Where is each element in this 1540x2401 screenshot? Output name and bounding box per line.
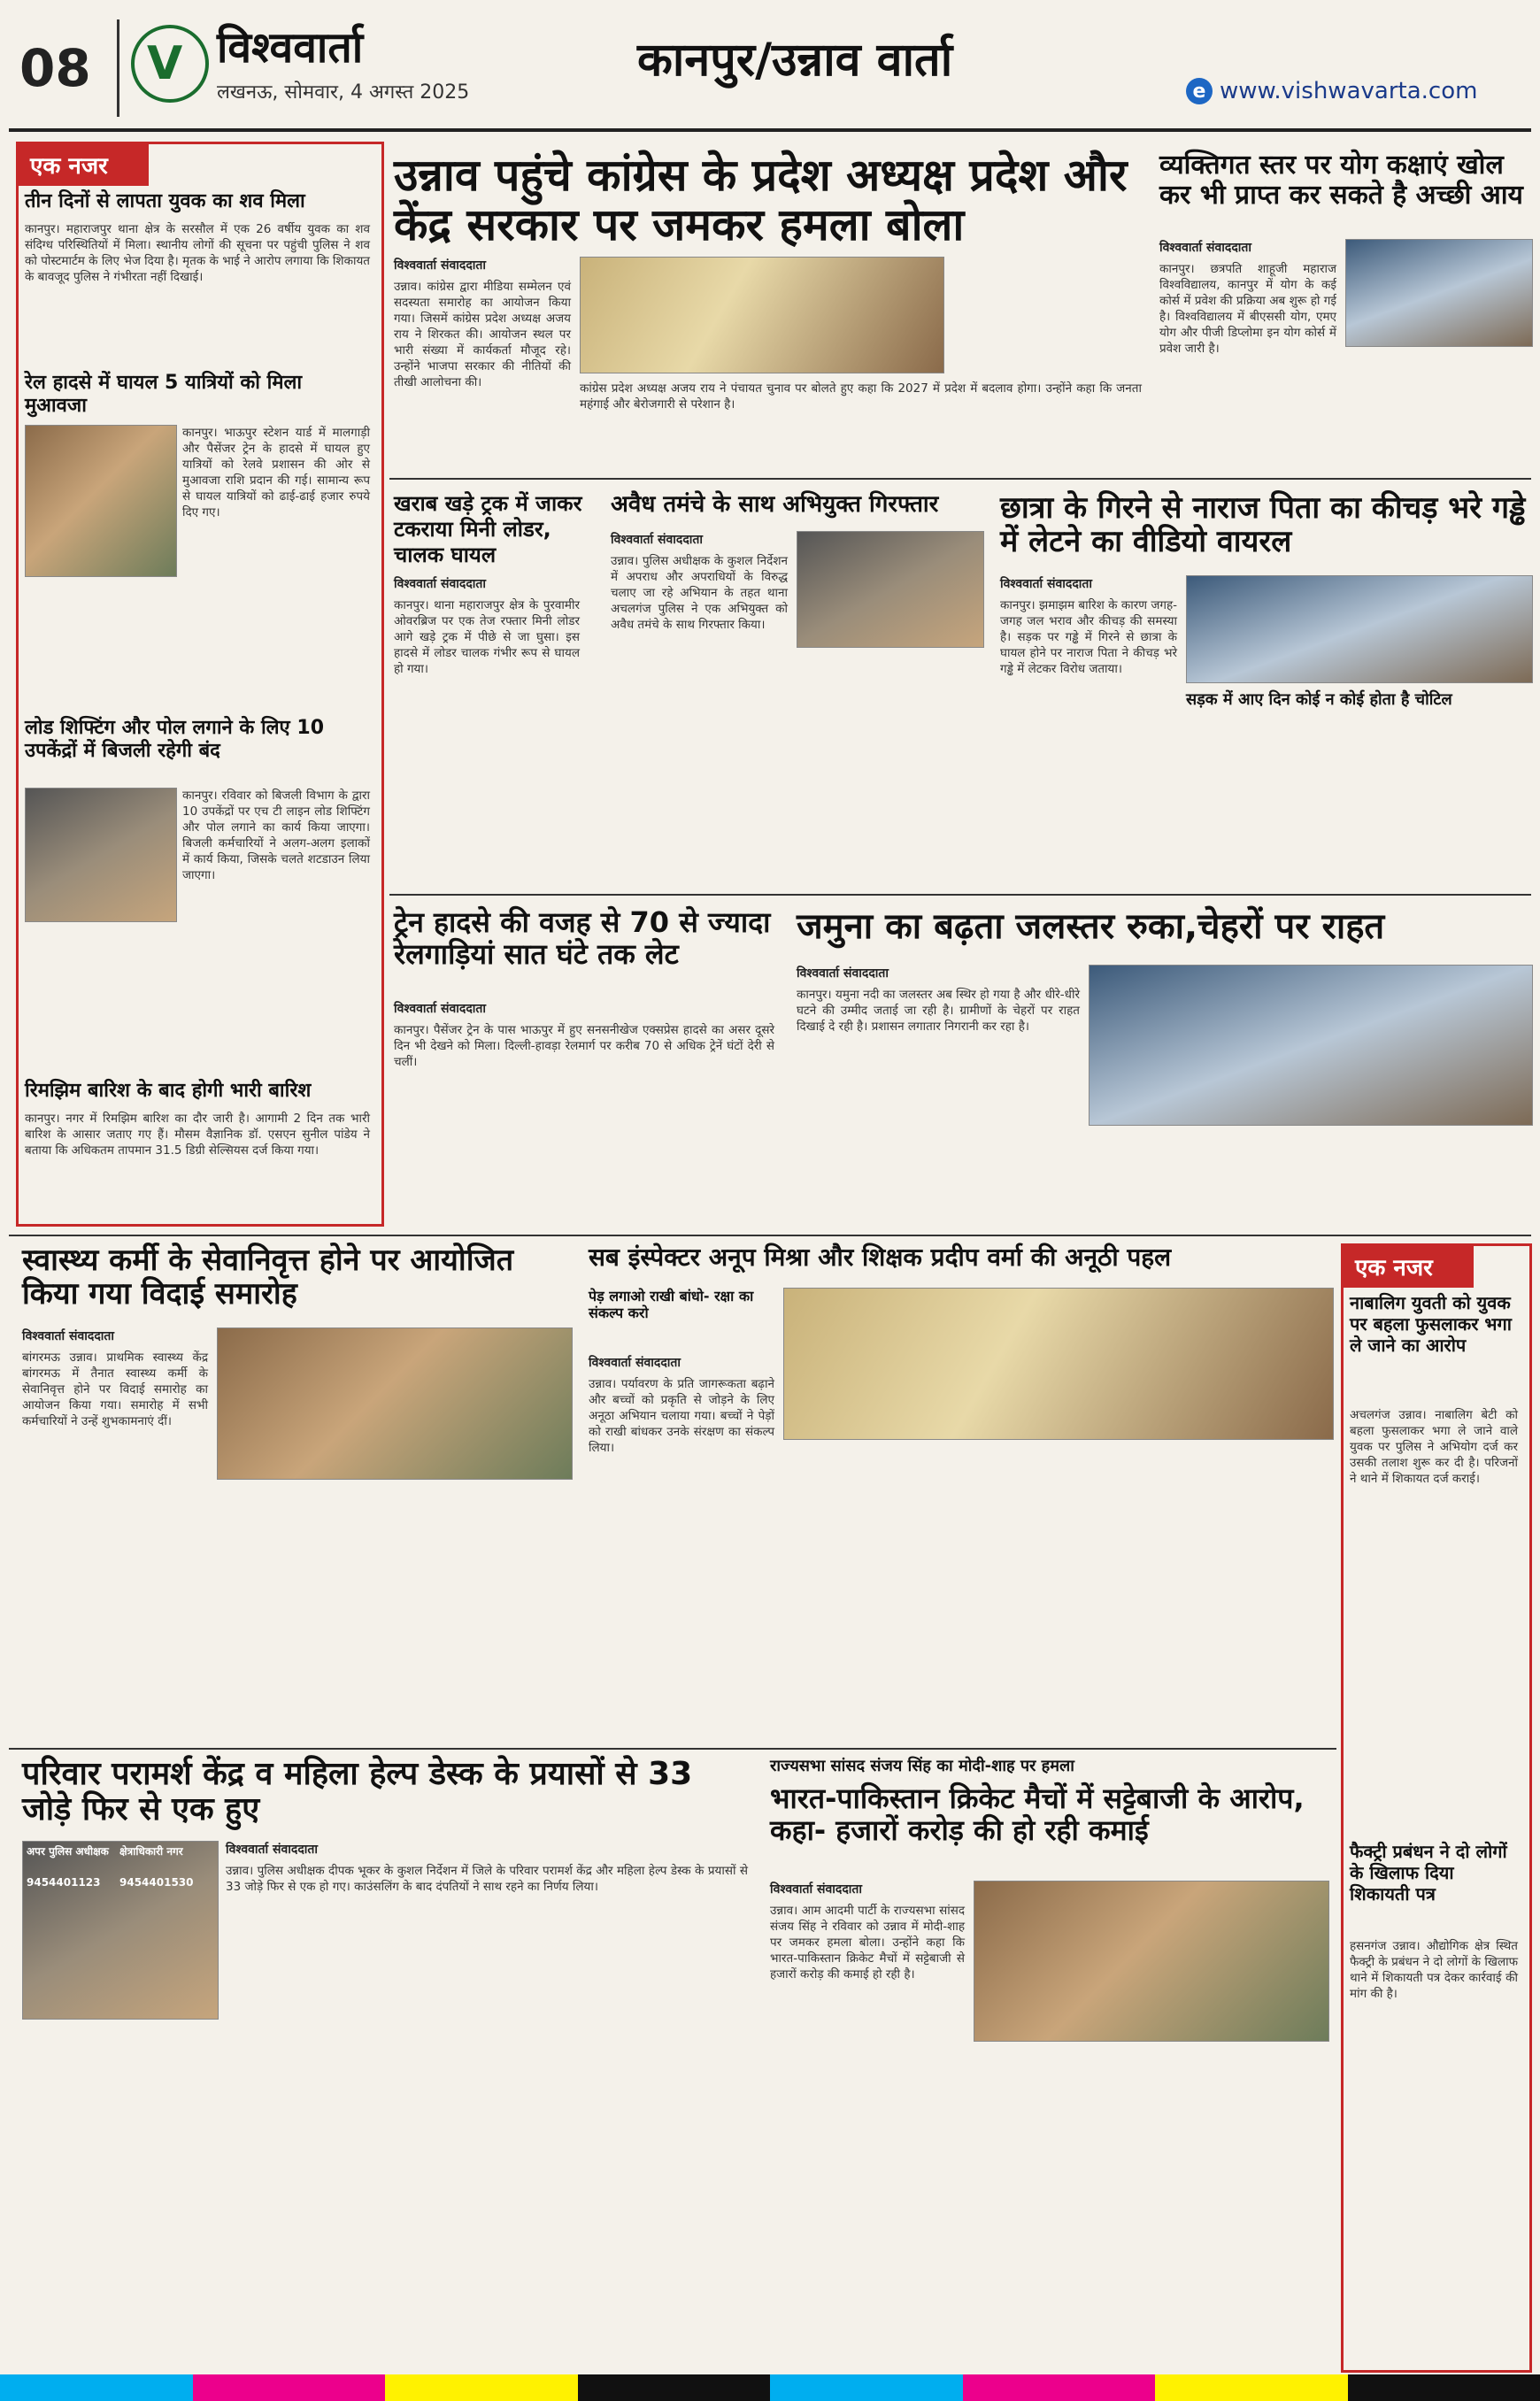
rule-row5 xyxy=(9,1748,1336,1750)
yamuna-headline: जमुना का बढ़ता जलस्तर रुका,चेहरों पर राहत xyxy=(797,906,1385,947)
lead-byline: विश्ववार्ता संवाददाता xyxy=(394,258,487,273)
mud-byline: विश्ववार्ता संवाददाता xyxy=(1000,577,1093,591)
print-color-bar xyxy=(0,2374,1540,2401)
yoga-headline: व्यक्तिगत स्तर पर योग कक्षाएं खोल कर भी प्राप्त कर सकते है अच्छी आय xyxy=(1159,150,1523,211)
right-story2-headline: फैक्ट्री प्रबंधन ने दो लोगों के खिलाफ दिया शिकायती पत्र xyxy=(1350,1841,1507,1905)
tree-body: उन्नाव। पर्यावरण के प्रति जागरूकता बढ़ाने और बच्चों को प्रकृति से जोड़ने के लिए अनूठा अभियान चलाया गया। बच्चों ने पेड़ों को राखी बांधकर उनके संरक्षण का संकल्प लिया। xyxy=(589,1377,774,1455)
truck-headline: खराब खड़े ट्रक में जाकर टकराया मिनी लोडर, चालक घायल xyxy=(394,491,582,567)
truck-body: कानपुर। थाना महाराजपुर क्षेत्र के पुरवामीर ओवरब्रिज पर एक तेज रफ्तार मिनी लोडर आगे खड़े ट्रक में पीछे से जा घुसा। इस हादसे में लोडर चालक गंभीर रूप से घायल हो गया। xyxy=(394,598,580,676)
rule-row4 xyxy=(9,1235,1531,1236)
lead-photo xyxy=(580,257,944,373)
left-story1-body: कानपुर। महाराजपुर थाना क्षेत्र के सरसौल में एक 26 वर्षीय युवक का शव संदिग्ध परिस्थितियों में मिला। स्थानीय लोगों की सूचना पर पहुंची पुलिस ने शव को पोस्टमार्टम के लिए भेज दिया है। मृतक के भाई ने आरोप लगाया कि शिकायत के बावजूद पुलिस ने गंभीरता नहीं दिखाई। xyxy=(25,222,370,284)
train-byline: विश्ववार्ता संवाददाता xyxy=(394,1002,487,1016)
tree-headline: सब इंस्पेक्टर अनूप मिश्रा और शिक्षक प्रदीप वर्मा की अनूठी पहल xyxy=(589,1243,1172,1272)
rule-row2 xyxy=(389,478,1531,480)
website-url: www.vishwavarta.com xyxy=(1220,78,1478,104)
yoga-body: कानपुर। छत्रपति शाहूजी महाराज विश्वविद्यालय, कानपुर में योग के कई कोर्स में प्रवेश की प्रक्रिया अब शुरू हो गई है। विश्वविद्यालय में बीएससी योग, एमए योग और पीजी डिप्लोमा इन योग कोर्स में प्रवेश जारी है। xyxy=(1159,262,1336,356)
tree-photo xyxy=(783,1288,1334,1440)
yoga-byline: विश्ववार्ता संवाददाता xyxy=(1159,241,1252,255)
right-story1-body: अचलगंज उन्नाव। नाबालिग बेटी को बहला फुसलाकर भगा ले जाने वाले युवक पर पुलिस ने अभियोग दर्ज कर उसकी तलाश शुरू कर दी है। परिजनों ने थाने में शिकायत दर्ज कराई। xyxy=(1350,1408,1518,1486)
retire-headline: स्वास्थ्य कर्मी के सेवानिवृत्त होने पर आयोजित किया गया विदाई समारोह xyxy=(22,1243,514,1312)
website-link[interactable] xyxy=(1186,78,1477,104)
family-board-right: क्षेत्राधिकारी नगर xyxy=(119,1845,183,1858)
masthead-rule xyxy=(9,128,1531,132)
masthead xyxy=(0,0,1540,142)
left-column-box xyxy=(16,142,384,1227)
cricket-kicker: राज्यसभा सांसद संजय सिंह का मोदी-शाह पर हमला xyxy=(770,1757,1074,1775)
cricket-headline: भारत-पाकिस्तान क्रिकेट मैचों में सट्टेबाजी के आरोप, कहा- हजारों करोड़ की हो रही कमाई xyxy=(770,1782,1305,1847)
train-body: कानपुर। पैसेंजर ट्रेन के पास भाऊपुर में हुए सनसनीखेज एक्सप्रेस हादसे का असर दूसरे दिन भी देखने को मिला। दिल्ली-हावड़ा रेलमार्ग पर करीब 70 से अधिक ट्रेनें घंटों देरी से चलीं। xyxy=(394,1023,774,1069)
yamuna-body: कानपुर। यमुना नदी का जलस्तर अब स्थिर हो गया है और धीरे-धीरे घटने की उम्मीद जताई जा रही है। ग्रामीणों के चेहरों पर राहत दिखाई दे रही है। प्रशासन लगातार निगरानी कर रहा है। xyxy=(797,988,1080,1034)
yamuna-photo xyxy=(1089,965,1533,1126)
family-headline: परिवार परामर्श केंद्र व महिला हेल्प डेस्क के प्रयासों से 33 जोड़े फिर से एक हुए xyxy=(22,1756,693,1828)
train-headline: ट्रेन हादसे की वजह से 70 से ज्यादा रेलगाड़ियां सात घंटे तक लेट xyxy=(394,905,771,971)
left-story3-headline: लोड शिफ्टिंग और पोल लगाने के लिए 10 उपकेंद्रों में बिजली रहेगी बंद xyxy=(25,717,325,763)
section-title: कानपुर/उन्नाव वार्ता xyxy=(637,34,953,87)
left-story4-headline: रिमझिम बारिश के बाद होगी भारी बारिश xyxy=(25,1080,312,1102)
family-board-left: अपर पुलिस अधीक्षक xyxy=(27,1845,109,1858)
cricket-photo xyxy=(974,1881,1329,2042)
truck-byline: विश्ववार्ता संवाददाता xyxy=(394,577,487,591)
lead-body-2: कांग्रेस प्रदेश अध्यक्ष अजय राय ने पंचायत चुनाव पर बोलते हुए कहा कि 2027 में प्रदेश में बदलाव होगा। उन्होंने कहा कि जनता महंगाई और बेरोजगारी से परेशान है। xyxy=(580,381,1142,412)
yoga-photo xyxy=(1345,239,1533,347)
retire-byline: विश्ववार्ता संवाददाता xyxy=(22,1329,115,1343)
retire-body: बांगरमऊ उन्नाव। प्राथमिक स्वास्थ्य केंद्र बांगरमऊ में तैनात स्वास्थ्य कर्मी के सेवानिवृत्त होने पर विदाई समारोह का आयोजन किया गया। समारोह में सभी कर्मचारियों ने उन्हें शुभकामनाएं दीं। xyxy=(22,1351,208,1428)
cricket-byline: विश्ववार्ता संवाददाता xyxy=(770,1882,863,1897)
arms-photo xyxy=(797,531,984,648)
lead-body: उन्नाव। कांग्रेस द्वारा मीडिया सम्मेलन एवं सदस्यता समारोह का आयोजन किया गया। जिसमें कांग्रेस प्रदेश अध्यक्ष अजय राय ने शिरकत की। आयोजन स्थल पर भारी संख्या में कार्यकर्ता मौजूद रहे। उन्होंने भाजपा सरकार की नीतियों की तीखी आलोचना की। xyxy=(394,280,571,389)
arms-body: उन्नाव। पुलिस अधीक्षक के कुशल निर्देशन में अपराध और अपराधियों के विरुद्ध चलाए जा रहे अभियान के तहत थाना अचलगंज पुलिस ने एक अभियुक्त को अवैध तमंचे के साथ गिरफ्तार किया। xyxy=(611,554,788,632)
mud-photo xyxy=(1186,575,1533,683)
mud-body: कानपुर। झमाझम बारिश के कारण जगह-जगह जल भराव और कीचड़ की समस्या है। सड़क पर गड्ढे में गिरने से छात्रा के घायल होने पर नाराज पिता ने कीचड़ भरे गड्ढे में लेटकर विरोध जताया। xyxy=(1000,598,1177,676)
yamuna-byline: विश्ववार्ता संवाददाता xyxy=(797,966,889,981)
arms-byline: विश्ववार्ता संवाददाता xyxy=(611,533,704,547)
family-board-right-number: 9454401530 xyxy=(119,1876,194,1889)
right-story2-body: हसनगंज उन्नाव। औद्योगिक क्षेत्र स्थित फैक्ट्री के प्रबंधन ने दो लोगों के खिलाफ थाने में शिकायती पत्र देकर कार्रवाई की मांग की है। xyxy=(1350,1939,1518,2001)
dateline: लखनऊ, सोमवार, 4 अगस्त 2025 xyxy=(217,81,470,104)
retire-photo xyxy=(217,1327,573,1480)
left-story2-photo xyxy=(25,425,177,577)
mud-headline: छात्रा के गिरने से नाराज पिता का कीचड़ भरे गड्ढे में लेटने का वीडियो वायरल xyxy=(1000,490,1526,560)
page-number: 08 xyxy=(19,19,119,117)
left-story4-body: कानपुर। नगर में रिमझिम बारिश का दौर जारी है। आगामी 2 दिन तक भारी बारिश के आसार जताए गए हैं। मौसम वैज्ञानिक डॉ. एसएन सुनील पांडेय ने बताया कि अधिकतम तापमान 31.5 डिग्री सेल्सियस दर्ज किया गया। xyxy=(25,1112,370,1158)
tree-byline: विश्ववार्ता संवाददाता xyxy=(589,1356,681,1370)
left-story3-photo xyxy=(25,788,177,922)
web-icon: e xyxy=(1186,78,1213,104)
left-story3-body: कानपुर। रविवार को बिजली विभाग के द्वारा 10 उपकेंद्रों पर एच टी लाइन लोड शिफ्टिंग और पोल लगाने का कार्य किया जाएगा। बिजली कर्मचारियों ने अलग-अलग इलाकों में कार्य किया, जिसके चलते शटडाउन लिया जाएगा। xyxy=(182,789,370,882)
lead-headline: उन्नाव पहुंचे कांग्रेस के प्रदेश अध्यक्ष प्रदेश और केंद्र सरकार पर जमकर हमला बोला xyxy=(394,150,1128,250)
left-story2-headline: रेल हादसे में घायल 5 यात्रियों को मिला मुआवजा xyxy=(25,372,303,418)
family-photo xyxy=(22,1841,219,2020)
right-story1-headline: नाबालिग युवती को युवक पर बहला फुसलाकर भगा ले जाने का आरोप xyxy=(1350,1292,1512,1356)
left-story1-headline: तीन दिनों से लापता युवक का शव मिला xyxy=(25,190,305,212)
arms-headline: अवैध तमंचे के साथ अभियुक्त गिरफ्तार xyxy=(611,491,939,518)
mud-caption: सड़क में आए दिन कोई न कोई होता है चोटिल xyxy=(1186,690,1452,709)
left-kicker: एक नजर xyxy=(18,143,149,186)
family-byline: विश्ववार्ता संवाददाता xyxy=(226,1843,319,1857)
family-board-left-number: 9454401123 xyxy=(27,1876,101,1889)
left-story2-body: कानपुर। भाऊपुर स्टेशन यार्ड में मालगाड़ी और पैसेंजर ट्रेन के हादसे में घायल हुए यात्रियों को रेलवे प्रशासन की ओर से मुआवजा राशि प्रदान की गई। सामान्य रूप से घायल यात्रियों को ढाई-ढाई हजार रुपये दिए गए। xyxy=(182,426,370,519)
cricket-body: उन्नाव। आम आदमी पार्टी के राज्यसभा सांसद संजय सिंह ने रविवार को उन्नाव में मोदी-शाह पर जमकर हमला बोला। उन्होंने कहा कि भारत-पाकिस्तान क्रिकेट मैचों में सट्टेबाजी से हजारों करोड़ की कमाई हो रही है। xyxy=(770,1904,965,1982)
logo-letter: V xyxy=(147,37,183,90)
rule-row3 xyxy=(389,894,1531,896)
brand-name: विश्ववार्ता xyxy=(217,23,364,73)
family-body: उन्नाव। पुलिस अधीक्षक दीपक भूकर के कुशल निर्देशन में जिले के परिवार परामर्श केंद्र और महिला हेल्प डेस्क के प्रयासों से 33 जोड़े फिर से एक हो गए। काउंसलिंग के बाद दंपतियों ने साथ रहने का निर्णय लिया। xyxy=(226,1864,748,1894)
brand-logo xyxy=(131,25,209,103)
tree-tagline: पेड़ लगाओ राखी बांधो- रक्षा का संकल्प करो xyxy=(589,1288,754,1322)
right-kicker: एक नजर xyxy=(1343,1245,1474,1288)
